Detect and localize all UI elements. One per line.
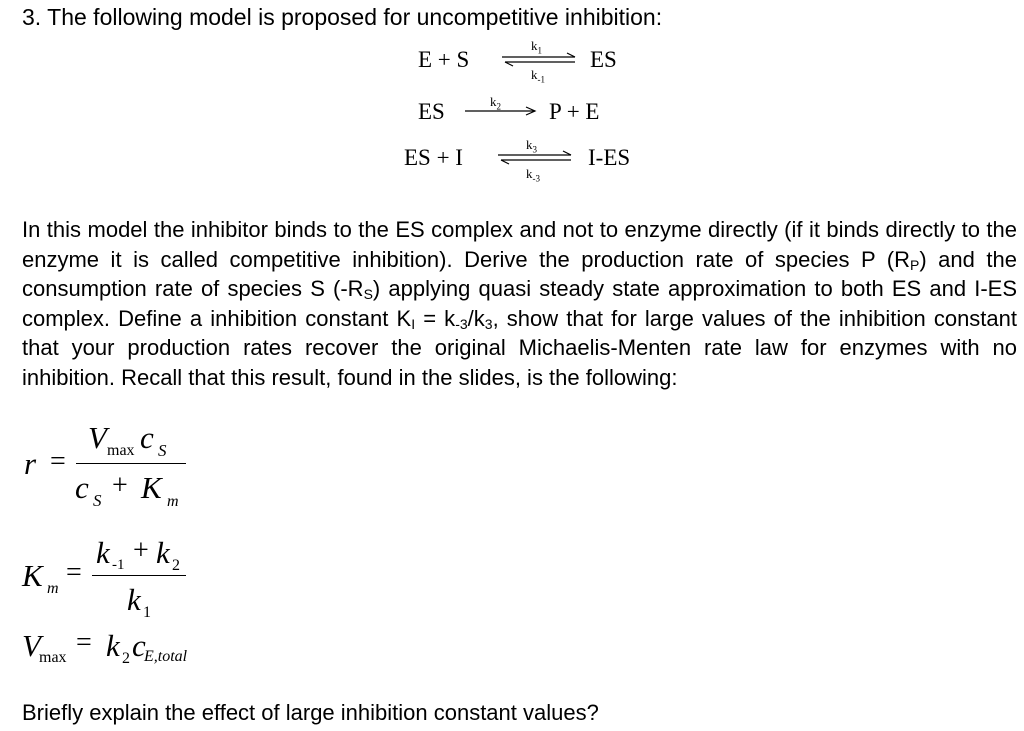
rate-denominator-c-sub: S <box>93 491 102 510</box>
km-fraction-bar <box>92 575 186 576</box>
vmax-c-sub: E,total <box>144 648 188 665</box>
reaction-1-equilibrium-arrow <box>502 53 578 67</box>
vmax-equals: = <box>76 627 92 658</box>
km-numerator-k1: k <box>96 535 110 570</box>
question-title: 3. The following model is proposed for uncompetitive inhibition: <box>22 4 663 30</box>
rate-fraction-bar <box>76 463 186 464</box>
rate-denominator-k-sub: m <box>167 493 179 510</box>
reaction-2-right: P + E <box>549 99 600 124</box>
vmax-k-sub: 2 <box>122 650 130 667</box>
reaction-2-forward-arrow <box>465 106 537 116</box>
km-numerator-k1-sub: -1 <box>112 557 125 573</box>
rate-numerator-c: c <box>140 420 154 455</box>
reaction-2-left: ES <box>418 99 445 124</box>
rate-lhs: r <box>24 446 37 481</box>
km-denominator-k-sub: 1 <box>143 604 151 621</box>
final-question: Briefly explain the effect of large inhibition constant values? <box>22 700 599 725</box>
km-equals: = <box>66 557 82 588</box>
vmax-c: c <box>132 628 146 663</box>
reaction-2-forward-rate: $k_2$ <box>490 94 501 112</box>
rate-numerator-v: V <box>88 420 107 455</box>
problem-paragraph: In this model the inhibitor binds to the ES complex and not to enzyme directly (if it binds directly to the enzyme it is called competitive inhibition). Derive the production rate of species P $(R_P)$ and the consumption rate of species S $(-R_S)$ applying quasi steady state approximation to both ES and I-ES complex. Define a inhibition constant $K_I = k_{-3}/k_3$, show that for large values of the inhibition constant that your production rates recover the original Michaelis-Menten rate law for enzymes with no inhibition. Recall that this result, found in the slides, is the following: <box>22 217 1017 390</box>
km-denominator-k: k <box>127 582 141 617</box>
reaction-3-reverse-rate: $k_{-3}$ <box>526 166 540 184</box>
km-numerator-plus: + <box>133 535 149 566</box>
km-lhs-sub: m <box>47 580 59 597</box>
reaction-1-left: E + S <box>418 47 470 72</box>
vmax-lhs: V <box>22 628 41 663</box>
reaction-3-right: I-ES <box>588 145 631 170</box>
rate-denominator-c: c <box>75 470 89 505</box>
km-numerator-k2: k <box>156 535 170 570</box>
rate-numerator-v-sub: max <box>107 442 135 459</box>
vmax-lhs-sub: max <box>39 649 67 666</box>
vmax-k: k <box>106 628 120 663</box>
reaction-3-left: ES + I <box>404 145 463 170</box>
rate-denominator-plus: + <box>112 470 128 501</box>
km-lhs: K <box>22 558 43 593</box>
km-numerator-k2-sub: 2 <box>172 557 180 574</box>
reaction-3-equilibrium-arrow <box>498 151 574 165</box>
rate-numerator-c-sub: S <box>158 441 167 460</box>
reaction-3-forward-rate: $k_3$ <box>526 137 537 155</box>
reaction-1-forward-rate: $k_1$ <box>531 38 542 56</box>
rate-denominator-k: K <box>141 470 162 505</box>
reaction-1-reverse-rate: $k_{-1}$ <box>531 67 545 85</box>
rate-equals: = <box>50 446 66 477</box>
reaction-1-right: ES <box>590 47 617 72</box>
